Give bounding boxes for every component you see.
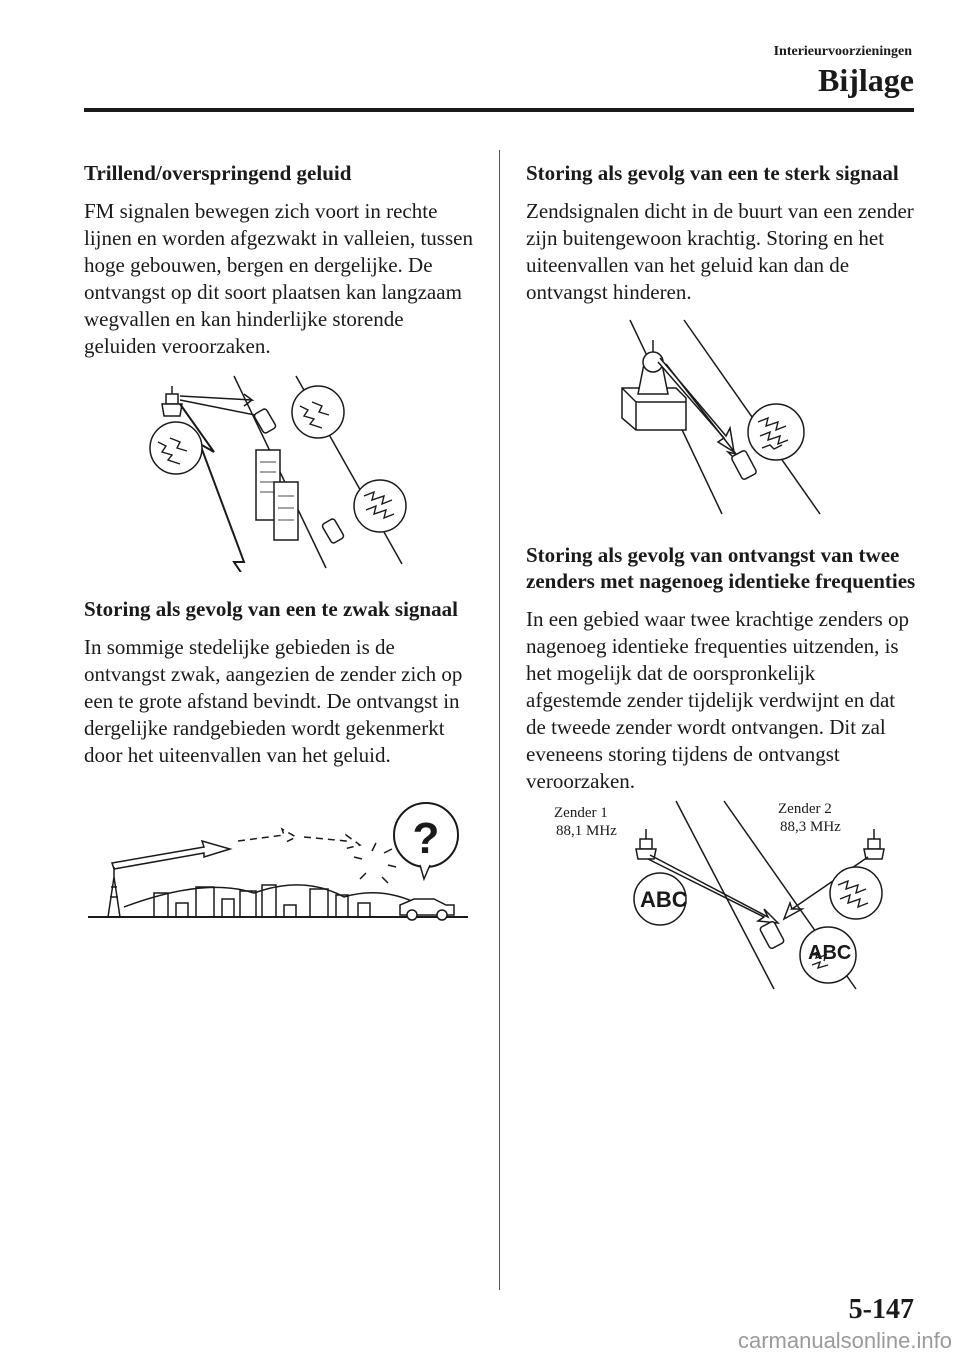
heading-strong-signal: Storing als gevolg van een te sterk signaal	[526, 161, 899, 185]
heading-two-stations: Storing als gevolg van ontvangst van twee zenders met nagenoeg identieke frequenties	[526, 543, 916, 593]
left-column	[84, 160, 474, 945]
svg-text:?: ?	[412, 814, 440, 863]
station2-name: Zender 2	[778, 801, 832, 817]
station1-freq: 88,1 MHz	[556, 823, 617, 839]
body-weak-signal: In sommige stedelijke gebieden is de ontvangst zwak, aangezien de zender zich op een te grote afstand bevindt. De ontvangst in dergelijke randgebieden wordt gekenmerkt door het uiteenvallen van het geluid.	[84, 635, 463, 767]
header-rule	[84, 108, 914, 112]
figure-weak-signal	[84, 795, 474, 945]
chapter-title: Bijlage	[818, 62, 914, 98]
figure-multipath	[84, 372, 474, 572]
station1-name: Zender 1	[554, 805, 608, 821]
page-number: 5-147	[848, 1294, 914, 1325]
abc-glyphs: ABC	[640, 887, 688, 912]
right-column	[526, 160, 916, 999]
abc-noise-glyphs: ABC	[808, 942, 852, 964]
section-title: Interieurvoorzieningen	[773, 44, 912, 59]
body-two-stations: In een gebied waar twee krachtige zenders op nagenoeg identieke frequenties uitzenden, is het mogelijk dat de oorspronkelijk afgestemde zender tijdelijk verdwijnt en dat de tweede zender wordt ontvangen. Dit zal eveneens storing tijdens de ontvangst veroorzaken.	[526, 607, 910, 793]
body-strong-signal: Zendsignalen dicht in de buurt van een zender zijn buitengewoon krachtig. Storing en het uiteenvallen van het geluid kan dan de ontvangst hinderen.	[526, 199, 914, 304]
figure-strong-signal	[526, 318, 916, 518]
heading-weak-signal: Storing als gevolg van een te zwak signaal	[84, 597, 458, 621]
heading-multipath: Trillend/overspringend geluid	[84, 161, 352, 185]
column-divider	[499, 150, 500, 1290]
watermark: carmanualsonline.info	[737, 1328, 952, 1353]
figure-two-stations	[526, 799, 916, 999]
body-multipath: FM signalen bewegen zich voort in rechte lijnen en worden afgezwakt in valleien, tussen hoge gebouwen, bergen en dergelijke. De ontvangst op dit soort plaatsen kan langzaam wegvallen en kan hinderlijke storende geluiden veroorzaken.	[84, 199, 473, 358]
station2-freq: 88,3 MHz	[780, 819, 841, 835]
